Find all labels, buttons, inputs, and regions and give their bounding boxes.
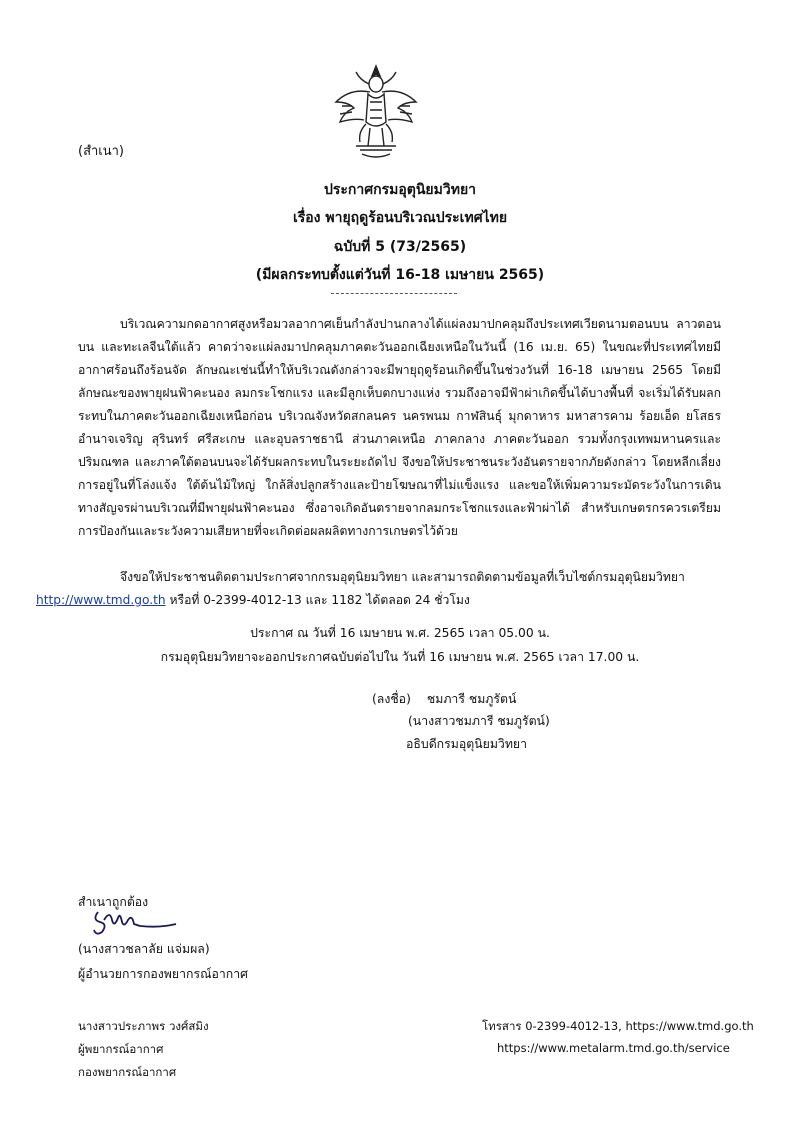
handwritten-signature (90, 906, 180, 936)
forecaster-role: ผู้พยากรณ์อากาศ (78, 1042, 164, 1056)
forecaster-division: กองพยากรณ์อากาศ (78, 1065, 177, 1079)
body-paragraph-2 (36, 566, 721, 612)
certified-copy-label: สำเนาถูกต้อง (78, 895, 149, 909)
page-title: ประกาศกรมอุตุนิยมวิทยา (323, 182, 477, 198)
signature-line (372, 690, 516, 709)
announced-at: ประกาศ ณ วันที่ 16 เมษายน พ.ศ. 2565 เวลา 05.00 น. (250, 626, 550, 640)
subject-line: เรื่อง พายุฤดูร้อนบริเวณประเทศไทย (292, 210, 508, 226)
paragraph-2-lead: จึงขอให้ประชาชนติดตามประกาศจากกรมอุตุนิยมวิทยา และสามารถติดตามข้อมูลที่เว็บไซต์กรมอุตุนิยมวิทยา (120, 570, 685, 584)
garuda-emblem (330, 62, 422, 162)
paragraph-2-tail: หรือที่ 0-2399-4012-13 และ 1182 ได้ตลอด 24 ชั่วโมง (169, 593, 470, 607)
copy-mark: (สำเนา) (78, 144, 125, 159)
signed-name: ชมภารี ชมภูรัตน์ (426, 692, 517, 706)
next-issue-notice: กรมอุตุนิยมวิทยาจะออกประกาศฉบับต่อไปใน วันที่ 16 เมษายน พ.ศ. 2565 เวลา 17.00 น. (160, 650, 640, 664)
signatory-position: อธิบดีกรมอุตุนิยมวิทยา (406, 737, 528, 751)
contact-info: โทรสาร 0-2399-4012-13, https://www.tmd.go.th (482, 1019, 754, 1033)
paragraph-1-text: บริเวณความกดอากาศสูงหรือมวลอากาศเย็นกำลังปานกลางได้แผ่ลงมาปกคลุมถึงประเทศเวียดนามตอนบน ลาวตอนบน และทะเลจีนใต้แล้ว คาดว่าจะแผ่ลงมาปกคลุมภาคตะวันออกเฉียงเหนือในวันนี้ (16 เม.ย. 65) ในขณะที่ประเทศไทยมีอากาศร้อนถึงร้อนจัด ลักษณะเช่นนี้ทำให้บริเวณดังกล่าวจะมีพายุฤดูร้อนเกิดขึ้นในช่วงวันที่ 16-18 เมษายน 2565 โดยมีลักษณะของพายุฝนฟ้าคะนอง ลมกระโชกแรง และมีลูกเห็บตกบางแห่ง รวมถึงอาจมีฟ้าผ่าเกิดขึ้นได้บางพื้นที่ จะเริ่มได้รับผลกระทบในภาคตะวันออกเฉียงเหนือก่อน บริเวณจังหวัดสกลนคร นครพนม กาฬสินธุ์ มุกดาหาร มหาสารคาม ร้อยเอ็ด ยโสธร อำนาจเจริญ สุรินทร์ ศรีสะเกษ และอุบลราชธานี ส่วนภาคเหนือ ภาคกลาง ภาคตะวันออก รวมทั้งกรุงเทพมหานครและปริมณฑล และภาคใต้ตอนบนจะได้รับผลกระทบในระยะถัดไป จึงขอให้ประชาชนระวังอันตรายจากภัยดังกล่าว โดยหลีกเลี่ยงการอยู่ในที่โล่งแจ้ง ใต้ต้นไม้ใหญ่ ใกล้สิ่งปลูกสร้างและป้ายโฆษณาที่ไม่แข็งแรง และขอให้เพิ่มความระมัดระวังในการเดินทางสัญจรผ่านบริเวณที่มีพายุฝนฟ้าคะนอง ซึ่งอาจเกิดอันตรายจากลมกระโชกแรงและฟ้าผ่าได้ สำหรับเกษตรกรควรเตรียมการป้องกันและระวังความเสียหายที่จะเกิดต่อผลผลิตทางการเกษตรไว้ด้วย (78, 317, 721, 538)
title-divider (331, 293, 457, 294)
signed-label: (ลงชื่อ) (372, 692, 411, 706)
forecaster-name: นางสาวประภาพร วงศ์สมิง (78, 1019, 209, 1033)
paragraph-2-text (36, 566, 721, 612)
certifier-position: ผู้อำนวยการกองพยากรณ์อากาศ (78, 967, 248, 981)
body-paragraph-1 (78, 313, 721, 543)
tmd-website-link[interactable]: http://www.tmd.go.th (36, 593, 166, 607)
service-url: https://www.metalarm.tmd.go.th/service (497, 1041, 730, 1055)
issue-number: ฉบับที่ 5 (73/2565) (333, 239, 467, 255)
effect-period: (มีผลกระทบตั้งแต่วันที่ 16-18 เมษายน 2565) (255, 267, 545, 283)
signatory-full-name: (นางสาวชมภารี ชมภูรัตน์) (408, 714, 550, 728)
certifier-name: (นางสาวชลาลัย แจ่มผล) (78, 942, 210, 956)
